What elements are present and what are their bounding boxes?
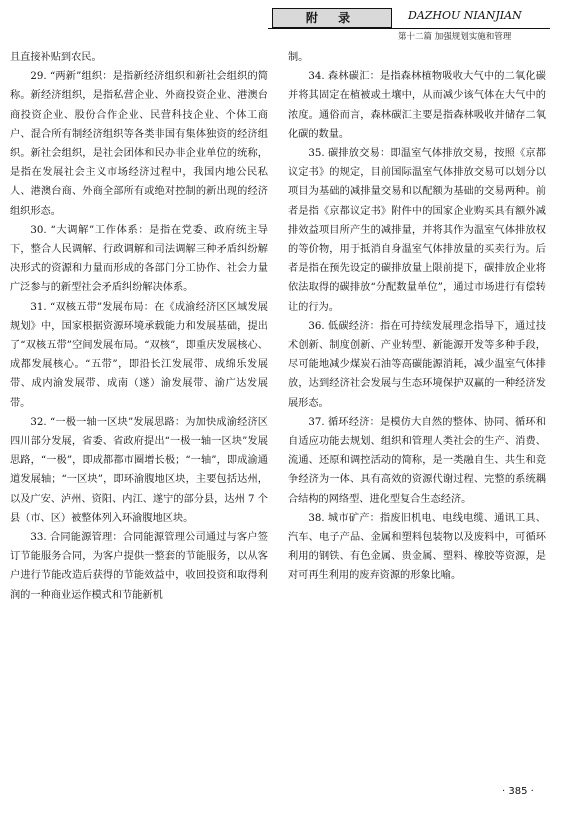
right-column <box>288 48 546 586</box>
section-label: 附 录 <box>272 8 392 28</box>
term-32-paragraph: 32. “一极一轴一区块”发展思路：为加快成渝经济区四川部分发展，省委、省政府提出“一极一轴一区块”发展思路，“一极”，即成都都市圈增长极；“一轴”，即成渝通道发展轴；“一区块”，即环渝腹地区块，主要包括达州，以及广安、泸州、资阳、内江、遂宁的部分县，达州 7 个县（市、区）被整体列入环渝腹地区块。 <box>10 416 268 524</box>
chapter-subtitle: 第十二篇 加强规划实施和管理 <box>398 32 512 42</box>
term-35-paragraph: 35. 碳排放交易：即温室气体排放交易，按照《京都议定书》的规定，目前国际温室气体排放交易可以划分以项目为基础的减排量交易和以配额为基础的交易两种。前者是指《京都议定书》附件中的国家企业购买具有额外减排效益项目所产生的减排量，并将其作为温室气体排放权的等价物，用于抵消自身温室气体排放量的买卖行为。后者是指在预先设定的碳排放量上限前提下，碳排放企业将依法取得的碳排放“分配数量单位”，通过市场进行有偿转让的行为。 <box>288 148 546 313</box>
left-column <box>10 48 268 605</box>
paragraph-continuation: 制。 <box>288 52 309 63</box>
term-33-paragraph: 33. 合同能源管理：合同能源管理公司通过与客户签订节能服务合同，为客户提供一整套的节能服务，以从客户进行节能改造后获得的节能效益中，收回投资和取得利润的一种商业运作模式和节能新机 <box>10 532 268 601</box>
paragraph-continuation: 且直接补贴到农民。 <box>10 52 102 63</box>
term-37-paragraph: 37. 循环经济：是模仿大自然的整体、协同、循环和自适应功能去规划、组织和管理人类社会的生产、消费、流通、还原和调控活动的简称，是一类融自生、共生和竞争经济为一体、具有高效的资源代谢过程、完整的系统耦合结构的网络型、进化型复合生态经济。 <box>288 416 546 505</box>
term-34-paragraph: 34. 森林碳汇：是指森林植物吸收大气中的二氧化碳并将其固定在植被或土壤中，从而减少该气体在大气中的浓度。通俗而言，森林碳汇主要是指森林吸收并储存二氧化碳的数量。 <box>288 71 546 140</box>
page-header <box>0 0 566 44</box>
journal-title: DAZHOU NIANJIAN <box>408 9 522 22</box>
term-31-paragraph: 31. “双核五带”发展布局：在《成渝经济区区域发展规划》中，国家根据资源环境承载能力和发展基础，提出了“双核五带”空间发展布局。“双核”，即重庆发展核心、成都发展核心。“五带”，即沿长江发展带、成绵乐发展带、成内渝发展带、成南（遂）渝发展带、渝广达发展带。 <box>10 301 268 409</box>
page-number: · 385 · <box>502 786 534 797</box>
term-29-paragraph: 29. “两新”组织：是指新经济组织和新社会组织的简称。新经济组织，是指私营企业、外商投资企业、港澳台商投资企业、股份合作企业、民营科技企业、个体工商户、混合所有制经济组织等各类非国有集体独资的经济组织。新社会组织，是社会团体和民办非企业单位的统称，是指在发展社会主义市场经济过程中，我国内地公民私人、港澳台商、外商全部所有或绝对控制的新出现的经济组织形态。 <box>10 71 268 217</box>
term-36-paragraph: 36. 低碳经济：指在可持续发展理念指导下，通过技术创新、制度创新、产业转型、新能源开发等多种手段，尽可能地减少煤炭石油等高碳能源消耗，减少温室气体排放，达到经济社会发展与生态环境保护双赢的一种经济发展形态。 <box>288 320 546 409</box>
term-38-paragraph: 38. 城市矿产：指废旧机电、电线电缆、通讯工具、汽车、电子产品、金属和塑料包装物以及废料中，可循环利用的钢铁、有色金属、贵金属、塑料、橡胶等资源，是对可再生利用的废弃资源的形象比喻。 <box>288 512 546 582</box>
term-30-paragraph: 30. “大调解”工作体系：是指在党委、政府统主导下，整合人民调解、行政调解和司法调解三种矛盾纠纷解决形式的资源和力量而形成的各部门分工协作、社会力量广泛参与的新型社会矛盾纠纷解决体系。 <box>10 224 268 294</box>
header-rule <box>268 28 550 29</box>
